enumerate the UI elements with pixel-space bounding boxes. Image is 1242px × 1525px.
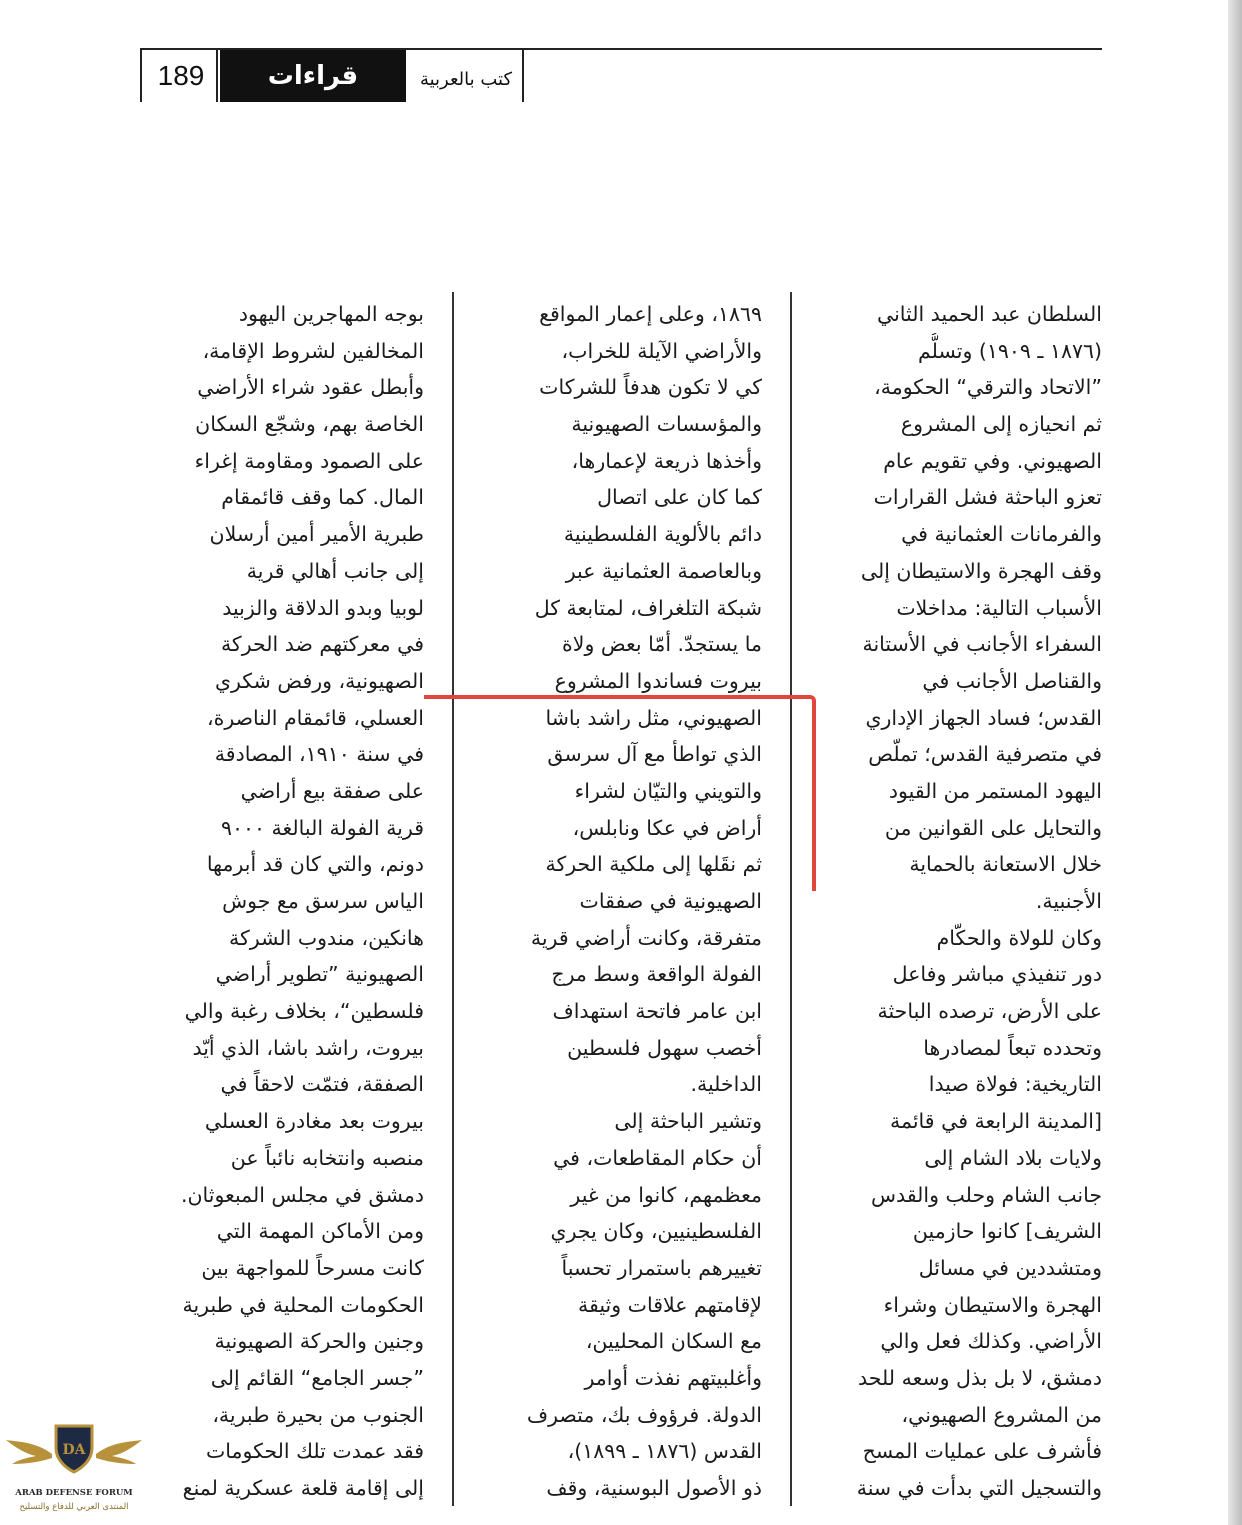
text-line: هانكين، مندوب الشركة (229, 925, 424, 950)
text-line: على الأرض، ترصده الباحثة (877, 999, 1102, 1024)
text-line: وأبطل عقود شراء الأراضي (197, 375, 424, 400)
text-line: الأراضي. وكذلك فعل والي (880, 1329, 1102, 1354)
text-line: وأخذها ذريعة لإعمارها، (571, 448, 762, 473)
text-line: ذو الأصول البوسنية، وقف (546, 1476, 762, 1500)
text-line: والتسجيل التي بدأت في سنة (856, 1476, 1102, 1500)
watermark-logo (6, 1414, 142, 1522)
text-line: في متصرفية القدس؛ تملّص (868, 742, 1102, 767)
text-line: إلى إقامة قلعة عسكرية لمنع (182, 1476, 424, 1500)
text-line: التاريخية: فولاة صيدا (928, 1072, 1102, 1097)
text-line: على الصمود ومقاومة إغراء (194, 448, 424, 473)
text-line: الصهيوني. وفي تقويم عام (883, 448, 1102, 473)
column-divider (452, 292, 454, 1506)
text-column-right (818, 296, 1102, 1507)
text-line: فأشرف على عمليات المسح (862, 1439, 1102, 1464)
text-line: وتحدده تبعاً لمصادرها (923, 1035, 1102, 1060)
text-line: جانب الشام وحلب والقدس (871, 1182, 1102, 1207)
text-line: كانت مسرحاً للمواجهة بين (201, 1255, 424, 1280)
text-line: ومن الأماكن المهمة التي (216, 1219, 424, 1244)
text-line: وجنين والحركة الصهيونية (214, 1329, 424, 1354)
wing-left-icon (6, 1440, 52, 1466)
text-line: الذي تواطأ مع آل سرسق (547, 742, 762, 767)
text-line: دمشق في مجلس المبعوثان. (180, 1182, 424, 1207)
text-line: الهجرة والاستيطان وشراء (883, 1292, 1102, 1317)
text-line: ١٨٦٩، وعلى إعمار المواقع (539, 302, 762, 326)
text-line: بيروت بعد مغادرة العسلي (204, 1109, 424, 1134)
text-line: في سنة ١٩١٠، المصادقة (214, 742, 424, 767)
text-line: القدس (١٨٧٦ ـ ١٨٩٩)، (567, 1439, 762, 1464)
wing-right-icon (96, 1440, 142, 1466)
page-edge (1228, 0, 1242, 1525)
text-line: فلسطين“، بخلاف رغبة والي (184, 999, 424, 1024)
text-line: دونم، والتي كان قد أبرمها (206, 852, 424, 877)
text-line: الدولة. فرؤوف بك، متصرف (526, 1402, 762, 1427)
text-line: وقف الهجرة والاستيطان إلى (860, 558, 1102, 583)
logo-name-en: ARAB DEFENSE FORUM (15, 1488, 133, 1498)
text-line: شبكة التلغراف، لمتابعة كل (534, 595, 762, 620)
text-line: والأراضي الآيلة للخراب، (561, 338, 762, 363)
text-line: ثم انحيازه إلى المشروع (900, 412, 1102, 437)
red-annotation-mark (424, 695, 816, 891)
text-line: والتحايل على القوانين من (884, 815, 1102, 840)
text-line: الخاصة بهم، وشجّع السكان (195, 412, 424, 437)
text-line: الحكومات المحلية في طبرية (182, 1292, 424, 1317)
text-line: بيروت، راشد باشا، الذي أيّد (192, 1035, 424, 1060)
text-line: (١٨٧٦ ـ ١٩٠٩) وتسلُّم (918, 338, 1102, 363)
text-column-middle (482, 296, 762, 1507)
text-line: الأسباب التالية: مداخلات (896, 595, 1102, 620)
text-line: طبرية الأمير أمين أرسلان (209, 522, 424, 547)
text-line: ولايات بلاد الشام إلى (924, 1145, 1102, 1170)
header-divider (140, 48, 142, 102)
text-line: في معركتهم ضد الحركة (220, 632, 424, 657)
text-line: أن حكام المقاطعات، في (553, 1145, 762, 1170)
text-line: وكان للولاة والحكّام (936, 925, 1102, 950)
header-divider (216, 48, 218, 102)
text-line: مع السكان المحليين، (585, 1329, 762, 1354)
text-column-left (148, 296, 424, 1507)
text-line: الأجنبية. (1035, 889, 1102, 913)
shield-icon (52, 1424, 96, 1474)
text-line: الجنوب من بحيرة طبرية، (212, 1402, 424, 1427)
text-line: الصهيونية، ورفض شكري (214, 668, 424, 693)
text-line: اليهود المستمر من القيود (888, 778, 1102, 803)
text-line: معظمهم، كانوا من غير (570, 1182, 762, 1207)
header-divider (522, 48, 524, 102)
text-line: والفرمانات العثمانية في (901, 522, 1102, 547)
text-line: لإقامتهم علاقات وثيقة (578, 1292, 762, 1317)
text-line: من المشروع الصهيوني، (901, 1402, 1102, 1427)
text-line: دائم بالألوية الفلسطينية (563, 522, 762, 547)
text-line: وتشير الباحثة إلى (614, 1109, 762, 1134)
text-line: الصهيونية في صفقات (579, 889, 762, 913)
text-line: الصفقة، فتمّت لاحقاً في (220, 1072, 424, 1097)
text-line: الصهيونية ”تطوير أراضي (215, 962, 424, 987)
text-line: فقد عمدت تلك الحكومات (205, 1439, 424, 1464)
text-line: متفرقة، وكانت أراضي قرية (530, 925, 762, 950)
text-line: ما يستجدّ. أمّا بعض ولاة (562, 632, 762, 657)
text-line: القدس؛ فساد الجهاز الإداري (865, 705, 1102, 730)
text-line: على صفقة بيع أراضي (240, 778, 424, 803)
text-line: والتويني والتيّان لشراء (574, 778, 762, 803)
text-line: السلطان عبد الحميد الثاني (877, 302, 1102, 326)
text-line: تغييرهم باستمرار تحسباً (561, 1255, 762, 1280)
text-line: الياس سرسق مع جوش (222, 889, 424, 913)
text-line: المال. كما وقف قائمقام (221, 485, 424, 510)
text-line: ثم نقَلها إلى ملكية الحركة (545, 852, 762, 877)
text-line: ”الاتحاد والترقي“ الحكومة، (874, 375, 1102, 400)
text-line: السفراء الأجانب في الأستانة (862, 632, 1102, 657)
logo-name-ar: المنتدى العربي للدفاع والتسليح (19, 1502, 129, 1512)
text-line: وبالعاصمة العثمانية عبر (565, 558, 762, 583)
text-line: الشريف] كانوا حازمين (912, 1219, 1102, 1244)
text-line: كي لا تكون هدفاً للشركات (539, 375, 762, 400)
text-line: الصهيوني، مثل راشد باشا (545, 705, 762, 730)
text-line: ومتشددين في مسائل (918, 1255, 1102, 1280)
text-line: أخصب سهول فلسطين (567, 1035, 762, 1060)
text-line: وأغلبيتهم نفذت أوامر (584, 1365, 762, 1390)
page-number: 189 (157, 60, 205, 91)
text-line: تعزو الباحثة فشل القرارات (873, 485, 1102, 510)
text-line: بوجه المهاجرين اليهود (238, 302, 424, 326)
text-line: دمشق، لا بل بذل وسعه للحد (858, 1365, 1102, 1390)
text-line: خلال الاستعانة بالحماية (909, 852, 1102, 877)
text-line: والمؤسسات الصهيونية (571, 412, 762, 437)
text-line: قرية الفولة البالغة ٩٠٠٠ (220, 815, 424, 840)
section-label: كتب بالعربية (419, 69, 513, 90)
text-line: العسلي، قائمقام الناصرة، (206, 705, 424, 730)
text-line: لوبيا وبدو الدلاقة والزبيد (222, 595, 424, 620)
text-line: ابن عامر فاتحة استهداف (552, 999, 762, 1024)
text-line: ”جسر الجامع“ القائم إلى (210, 1365, 424, 1390)
text-line: بيروت فساندوا المشروع (554, 668, 762, 693)
text-line: الداخلية. (690, 1072, 762, 1097)
text-line: أراض في عكا ونابلس، (572, 815, 762, 840)
text-line: دور تنفيذي مباشر وفاعل (892, 962, 1102, 987)
section-title: قراءات (220, 50, 406, 102)
text-line: الفلسطينيين، وكان يجري (550, 1219, 762, 1244)
text-line: منصبه وانتخابه نائباً عن (230, 1145, 424, 1170)
text-line: المخالفين لشروط الإقامة، (202, 338, 424, 363)
text-line: كما كان على اتصال (597, 485, 762, 510)
text-line: الفولة الواقعة وسط مرج (551, 962, 762, 987)
text-line: إلى جانب أهالي قرية (246, 558, 424, 583)
column-divider (790, 292, 792, 1506)
text-line: [المدينة الرابعة في قائمة (890, 1109, 1102, 1134)
text-line: والقناصل الأجانب في (922, 668, 1102, 693)
logo-initials: DA (62, 1442, 86, 1458)
